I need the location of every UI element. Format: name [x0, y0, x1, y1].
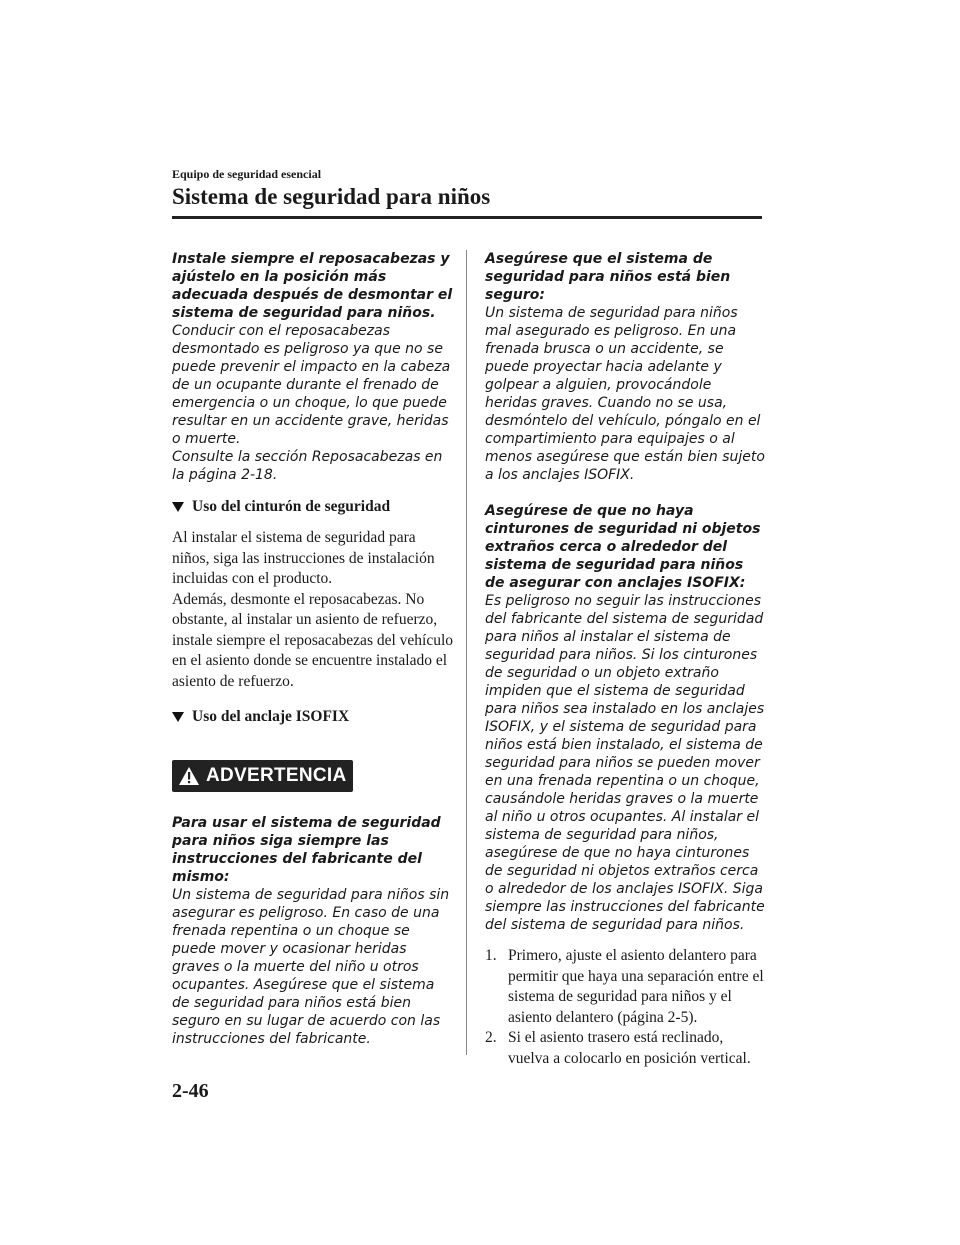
page-title: Sistema de seguridad para niños — [172, 184, 491, 209]
list-item — [485, 1028, 767, 1069]
list-item-text: Si el asiento trasero está reclinado, vuelva a colocarlo en posición vertical. — [508, 1029, 751, 1067]
isofix-warning-body: Un sistema de seguridad para niños sin asegurar es peligroso. En caso de una frenada repentina o un choque se puede mover y ocasionar heridas graves o la muerte del niño u otros ocupantes. Asegúrese que el sistema de seguridad para niños está bien seguro en su lugar de acuerdo con las instrucciones del fabricante. — [172, 887, 450, 1047]
seatbelt-body-2: Además, desmonte el reposacabezas. No obstante, al instalar un asiento de refuerzo, instale siempre el reposacabezas del vehículo en el asiento donde se encuentre instalado el asiento de refuerzo. — [172, 590, 454, 690]
warning-triangle-icon — [178, 766, 200, 786]
steps-list — [485, 946, 767, 1069]
secure-warning-heading: Asegúrese que el sistema de seguridad para niños está bien seguro: — [485, 251, 731, 303]
isofix-warning-heading: Para usar el sistema de seguridad para niños siga siempre las instrucciones del fabricante del mismo: — [172, 815, 441, 885]
title-rule — [172, 216, 762, 219]
objects-warning-heading: Asegúrese de que no haya cinturones de seguridad ni objetos extraños cerca o alrededor del sistema de seguridad para niños de asegurar con anclajes ISOFIX: — [485, 503, 761, 591]
right-column — [485, 250, 767, 1069]
subheading-seatbelt-label: Uso del cinturón de seguridad — [192, 498, 391, 515]
list-item-number: 2. — [485, 1029, 497, 1046]
section-label: Equipo de seguridad esencial — [172, 167, 322, 181]
objects-warning-body: Es peligroso no seguir las instrucciones del fabricante del sistema de seguridad para niños al instalar el sistema de seguridad para niños. Si los cinturones de seguridad o un objeto extraño impiden que el sistema de seguridad para niños sea instalado en los anclajes ISOFIX, y el sistema de seguridad para niños está bien instalado, el sistema de seguridad para niños se pueden mover en una frenada repentina o un choque, causándole heridas graves o la muerte al niño u otros ocupantes. Al instalar el sistema de seguridad para niños, asegúrese de que no haya cinturones de seguridad ni objetos extraños cerca o alrededor de los anclajes ISOFIX. Siga siempre las instrucciones del fabricante del sistema de seguridad para niños. — [485, 593, 765, 933]
warning-label: ADVERTENCIA — [206, 765, 347, 786]
headrest-warning-reference: Consulte la sección Reposacabezas en la página 2-18. — [172, 449, 443, 483]
headrest-warning-heading: Instale siempre el reposacabezas y ajústelo en la posición más adecuada después de desmontar el sistema de seguridad para niños. — [172, 251, 453, 321]
subheading-isofix-label: Uso del anclaje ISOFIX — [192, 708, 350, 725]
spacer — [485, 484, 767, 502]
list-item-text: Primero, ajuste el asiento delantero para permitir que haya una separación entre el sistema de seguridad para niños y el asiento delantero (página 2-5). — [508, 947, 764, 1026]
list-item — [485, 946, 767, 1028]
subheading-isofix — [172, 708, 454, 726]
secure-warning-body: Un sistema de seguridad para niños mal asegurado es peligroso. En una frenada brusca o un accidente, se puede proyectar hacia adelante y golpear a alguien, provocándole heridas graves. Cuando no se usa, desmóntelo del vehículo, póngalo en el compartimiento para equipajes o al menos asegúrese que están bien sujeto a los anclajes ISOFIX. — [485, 305, 765, 483]
headrest-warning-body: Conducir con el reposacabezas desmontado es peligroso ya que no se puede prevenir el impacto en la cabeza de un ocupante durante el frenado de emergencia o un choque, lo que puede resultar en un accidente grave, heridas o muerte. — [172, 323, 451, 447]
list-item-number: 1. — [485, 947, 497, 964]
seatbelt-body-1: Al instalar el sistema de seguridad para niños, siga las instrucciones de instalación incluidas con el producto. — [172, 529, 435, 587]
warning-banner — [172, 760, 353, 792]
page-number: 2-46 — [172, 1080, 209, 1102]
triangle-down-icon — [172, 712, 184, 722]
triangle-down-icon — [172, 502, 184, 512]
subheading-seatbelt — [172, 498, 454, 516]
column-divider — [466, 250, 467, 1055]
left-column — [172, 250, 454, 1048]
